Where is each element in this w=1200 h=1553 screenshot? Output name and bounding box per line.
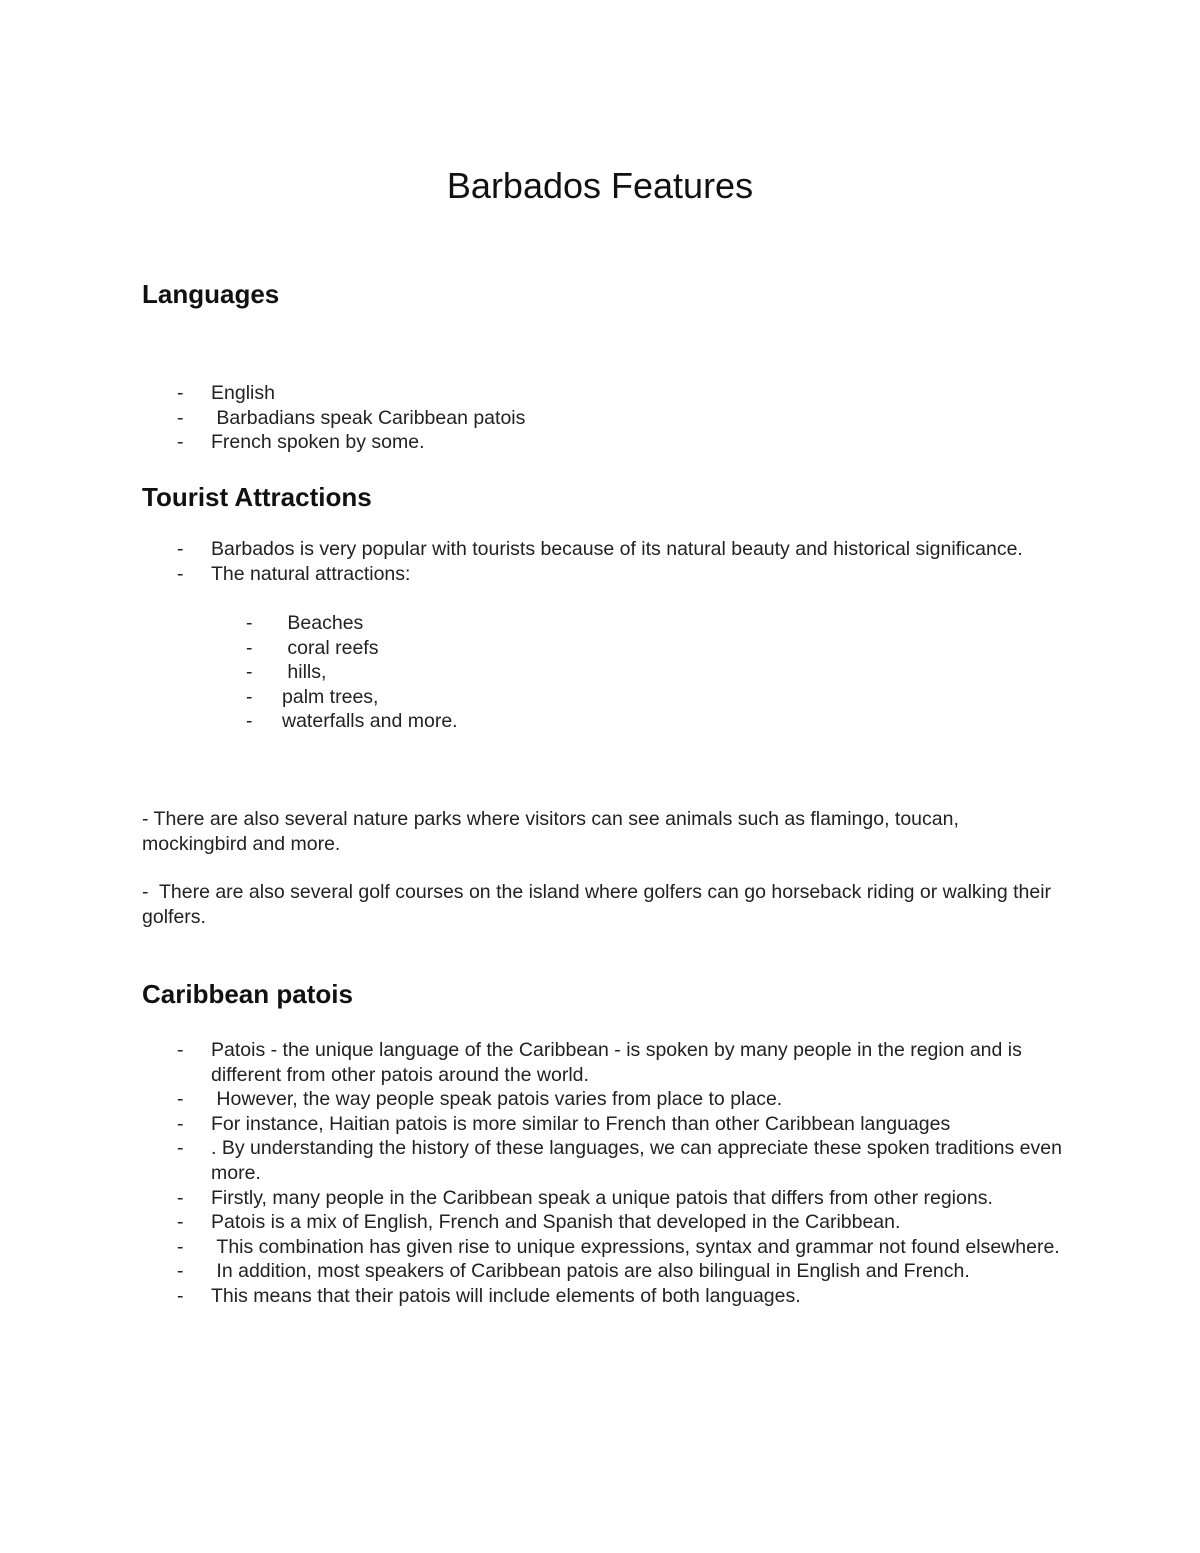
list-item: - Barbados is very popular with tourists because of its natural beauty and historical significance. <box>177 538 1023 560</box>
list-item: - For instance, Haitian patois is more similar to French than other Caribbean languages <box>177 1112 951 1135</box>
list-item: - Patois is a mix of English, French and Spanish that developed in the Caribbean. <box>177 1211 901 1234</box>
dash-bullet: - <box>177 1137 184 1160</box>
list-item: - The natural attractions: <box>177 562 411 585</box>
list-item: - This combination has given rise to unique expressions, syntax and grammar not found elsewhere. <box>177 1235 1060 1258</box>
dash-bullet: - <box>177 406 184 429</box>
list-item: - waterfalls and more. <box>246 710 458 733</box>
page-title: Barbados Features <box>446 165 754 206</box>
dash-bullet: - <box>177 1112 184 1135</box>
list-item: - Patois - the unique language of the Caribbean - is spoken by many people in the region and is different from other patois around the world. <box>177 1039 1022 1086</box>
dash-bullet: - <box>177 1260 184 1283</box>
patois-list <box>142 1038 1062 1309</box>
dash-bullet: - <box>246 636 253 659</box>
list-item: - Firstly, many people in the Caribbean speak a unique patois that differs from other regions. <box>177 1186 993 1209</box>
list-item: - Barbadians speak Caribbean patois <box>177 406 526 429</box>
list-item: - This means that their patois will include elements of both languages. <box>177 1284 801 1307</box>
list-item: - coral reefs <box>246 636 379 659</box>
dash-bullet: - <box>177 1186 184 1209</box>
paragraph-golf-courses: - There are also several golf courses on the island where golfers can go horseback riding or walking their golfers. <box>142 881 1057 928</box>
list-item: - English <box>177 382 275 404</box>
dash-bullet: - <box>177 1284 184 1307</box>
dash-bullet: - <box>246 685 253 708</box>
list-item: - Beaches <box>246 612 364 634</box>
list-item: - hills, <box>246 661 327 684</box>
dash-bullet: - <box>246 612 253 634</box>
dash-bullet: - <box>177 1039 184 1061</box>
heading-tourist-attractions: Tourist Attractions <box>142 482 372 512</box>
dash-bullet: - <box>177 431 184 454</box>
dash-bullet: - <box>177 538 184 560</box>
list-item: - palm trees, <box>246 685 379 708</box>
dash-bullet: - <box>246 661 253 684</box>
dash-bullet: - <box>177 1088 184 1111</box>
languages-list <box>142 381 1062 455</box>
dash-bullet: - <box>177 562 184 585</box>
list-item: - In addition, most speakers of Caribbean patois are also bilingual in English and French. <box>177 1260 970 1283</box>
dash-bullet: - <box>177 1235 184 1258</box>
tourist-list <box>142 537 1042 586</box>
dash-bullet: - <box>177 382 184 404</box>
dash-bullet: - <box>177 1211 184 1234</box>
heading-languages: Languages <box>142 279 280 309</box>
list-item: - However, the way people speak patois varies from place to place. <box>177 1088 783 1111</box>
heading-caribbean-patois: Caribbean patois <box>142 979 353 1009</box>
natural-attractions-sublist <box>242 611 942 734</box>
dash-bullet: - <box>246 710 253 733</box>
list-item: - French spoken by some. <box>177 431 425 454</box>
paragraph-nature-parks: - There are also several nature parks where visitors can see animals such as flamingo, toucan, mockingbird and more. <box>142 808 959 855</box>
list-item: - . By understanding the history of these languages, we can appreciate these spoken traditions even more. <box>177 1137 1062 1184</box>
